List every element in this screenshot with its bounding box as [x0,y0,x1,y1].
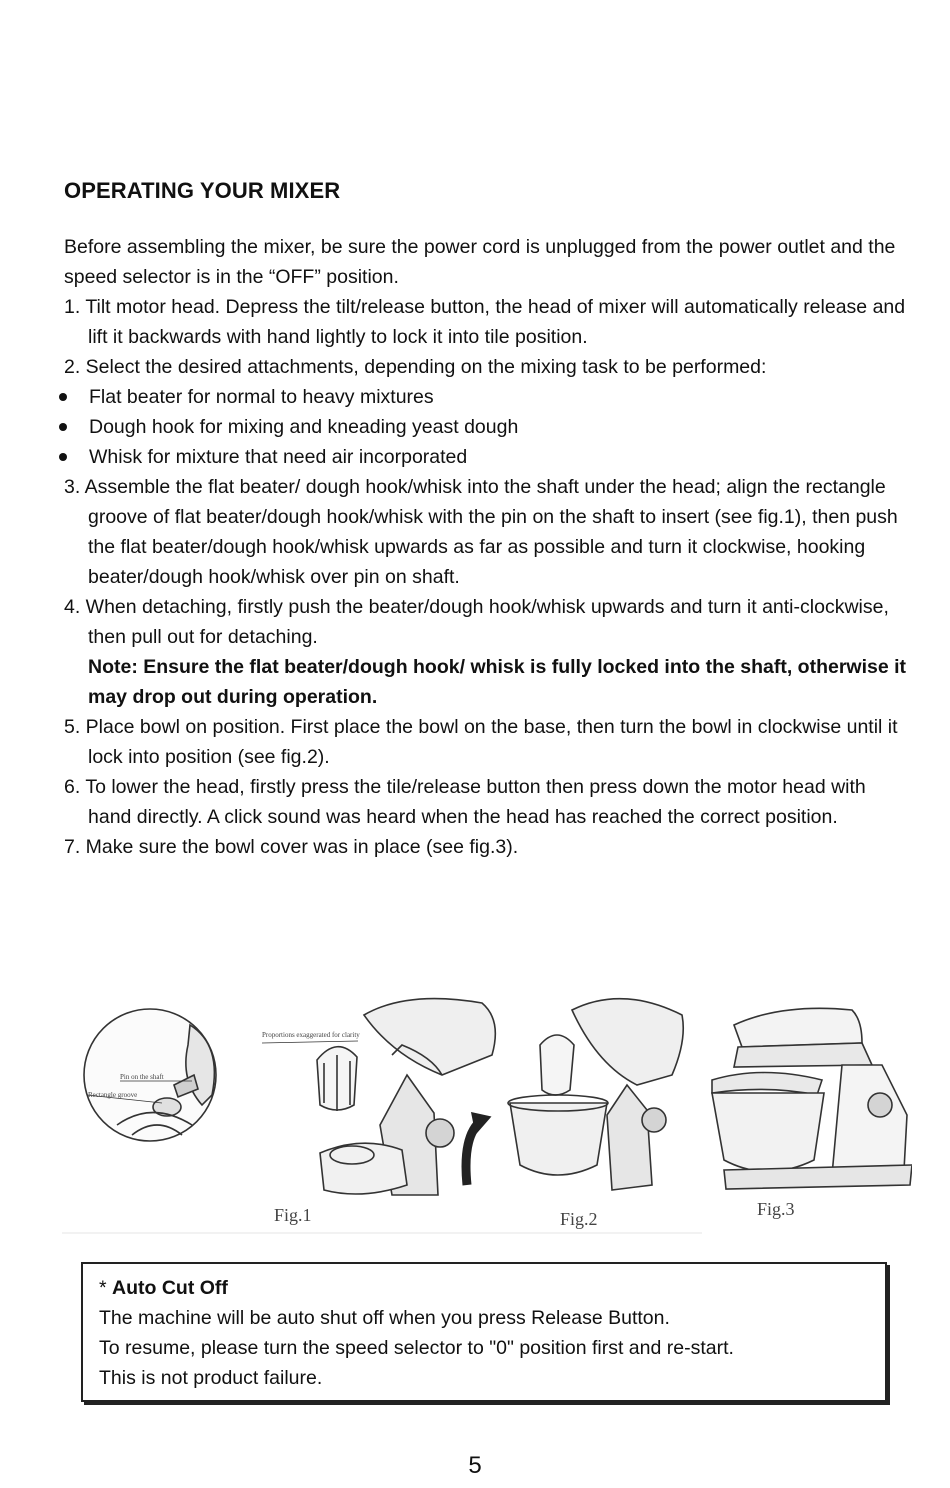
fig2-mixer-illustration [466,999,683,1190]
fig1-mixer-illustration [262,999,495,1195]
bullet-icon [59,393,67,401]
fig1-label: Fig.1 [274,1205,312,1225]
attachment-dough-hook: Dough hook for mixing and kneading yeast dough [64,412,914,442]
step-4: 4. When detaching, firstly push the beater/dough hook/whisk upwards and turn it anti-clockwise, then pull out for detaching. [64,596,889,648]
step-6: 6. To lower the head, firstly press the tile/release button then press down the motor head with hand directly. A click sound was heard when the head has reached the correct position. [64,776,866,828]
notice-line-3: This is not product failure. [99,1367,323,1389]
figures-illustration [62,985,912,1240]
page-number: 5 [468,1452,482,1479]
notice-line-2: To resume, please turn the speed selector to "0" position first and re-start. [99,1337,734,1359]
lock-note: Note: Ensure the flat beater/dough hook/ whisk is fully locked into the shaft, otherwise it may drop out during operation. [88,656,907,708]
fig3-label: Fig.3 [757,1199,795,1219]
step-1: 1. Tilt motor head. Depress the tilt/release button, the head of mixer will automatically release and lift it backwards with hand lightly to lock it into tile position. [64,296,906,348]
instructions [64,232,914,862]
assembly-figures [62,985,912,1240]
auto-cut-off-notice [81,1262,887,1402]
fig3-mixer-illustration [712,1008,912,1189]
callout-pin-label: Pin on the shaft [120,1073,164,1081]
attachment-whisk: Whisk for mixture that need air incorporated [64,442,914,472]
notice-title: * Auto Cut Off [99,1277,228,1299]
step-5: 5. Place bowl on position. First place the bowl on the base, then turn the bowl in clockwise until it lock into position (see fig.2). [64,716,898,768]
page-title: OPERATING YOUR MIXER [64,178,341,203]
step-7: 7. Make sure the bowl cover was in place (see fig.3). [64,836,519,858]
notice-line-1: The machine will be auto shut off when you press Release Button. [99,1307,670,1329]
fig2-label: Fig.2 [560,1209,598,1229]
intro-paragraph: Before assembling the mixer, be sure the power cord is unplugged from the power outlet and the speed selector is in the “OFF” position. [64,236,896,288]
bullet-icon [59,453,67,461]
callout-proportions-label: Proportions exaggerated for clarity [262,1031,360,1039]
attachment-flat-beater: Flat beater for normal to heavy mixtures [64,382,914,412]
bullet-icon [59,423,67,431]
step-3: 3. Assemble the flat beater/ dough hook/whisk into the shaft under the head; align the rectangle groove of flat beater/dough hook/whisk with the pin on the shaft to insert (see fig.1), then push the flat beater/dough hook/whisk upwards as far as possible and turn it clockwise, hooking beater/dough hook/whisk over pin on shaft. [64,476,898,588]
step-2: 2. Select the desired attachments, depending on the mixing task to be performed: [64,356,767,378]
callout-groove-label: Rectangle groove [88,1091,138,1099]
